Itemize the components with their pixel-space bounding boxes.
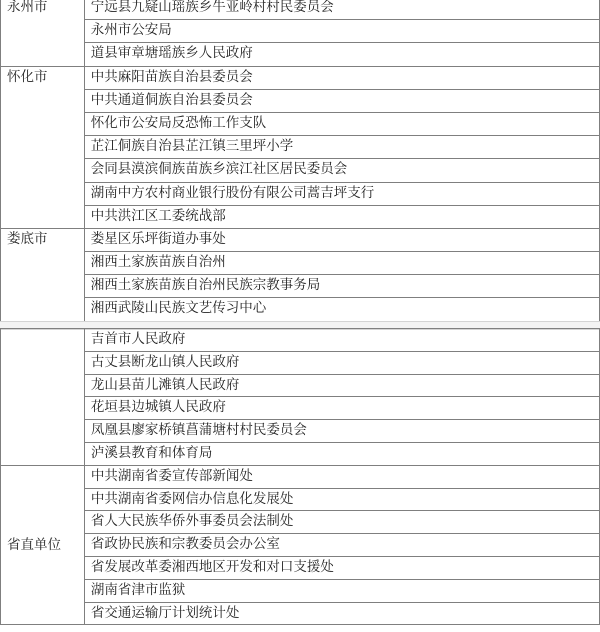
- table-row: [1, 488, 600, 511]
- unit-cell: 中共麻阳苗族自治县委员会: [84, 66, 599, 89]
- unit-cell: 娄星区乐坪街道办事处: [84, 228, 599, 251]
- table-row: [1, 579, 600, 602]
- unit-cell: 省交通运输厅计划统计处: [84, 602, 599, 625]
- unit-cell: 吉首市人民政府: [84, 329, 599, 352]
- unit-cell: 凤凰县廖家桥镇菖蒲塘村村民委员会: [84, 420, 599, 443]
- region-cell: [1, 329, 85, 466]
- table-row: [1, 329, 600, 352]
- unit-cell: 龙山县苗儿滩镇人民政府: [84, 374, 599, 397]
- unit-cell: 湘西土家族苗族自治州: [84, 252, 599, 275]
- unit-cell: 湘西土家族苗族自治州民族宗教事务局: [84, 275, 599, 298]
- table-row: [1, 534, 600, 557]
- table-row: [1, 159, 600, 182]
- table-row: [1, 420, 600, 443]
- unit-cell: 宁远县九疑山瑶族乡牛亚岭村村民委员会: [84, 0, 599, 20]
- table-row: [1, 374, 600, 397]
- unit-cell: 中共通道侗族自治县委员会: [84, 89, 599, 112]
- unit-cell: 湖南省津市监狱: [84, 579, 599, 602]
- award-table-part-2: [0, 328, 600, 625]
- table-row: [1, 0, 600, 20]
- unit-cell: 湘西武陵山民族文艺传习中心: [84, 298, 599, 321]
- unit-cell: 泸溪县教育和体育局: [84, 442, 599, 465]
- unit-cell: 中共湖南省委宣传部新闻处: [84, 465, 599, 488]
- table-row: [1, 43, 600, 66]
- unit-cell: 省政协民族和宗教委员会办公室: [84, 534, 599, 557]
- table-row: [1, 136, 600, 159]
- table-row: [1, 252, 600, 275]
- region-cell: 怀化市: [1, 66, 85, 228]
- table-row: [1, 228, 600, 251]
- table-row: [1, 89, 600, 112]
- unit-cell: 古丈县断龙山镇人民政府: [84, 351, 599, 374]
- table-row: [1, 351, 600, 374]
- table-row: [1, 275, 600, 298]
- region-cell: 省直单位: [1, 465, 85, 625]
- unit-cell: 会同县漠滨侗族苗族乡滨江社区居民委员会: [84, 159, 599, 182]
- table-row: [1, 20, 600, 43]
- table-row: [1, 182, 600, 205]
- table-row: [1, 66, 600, 89]
- table-row: [1, 298, 600, 321]
- table-row: [1, 511, 600, 534]
- table-row: [1, 112, 600, 135]
- unit-cell: 怀化市公安局反恐怖工作支队: [84, 112, 599, 135]
- unit-cell: 道县审章塘瑶族乡人民政府: [84, 43, 599, 66]
- table-row: [1, 602, 600, 625]
- region-cell: 永州市: [1, 0, 85, 66]
- unit-cell: 中共洪江区工委统战部: [84, 205, 599, 228]
- award-table-body: [1, 0, 600, 321]
- table-row: [1, 465, 600, 488]
- unit-cell: 省发展改革委湘西地区开发和对口支援处: [84, 556, 599, 579]
- award-table-body: [1, 329, 600, 625]
- table-row: [1, 397, 600, 420]
- region-cell: 娄底市: [1, 228, 85, 321]
- table-row: [1, 205, 600, 228]
- unit-cell: 省人大民族华侨外事委员会法制处: [84, 511, 599, 534]
- table-row: [1, 556, 600, 579]
- unit-cell: 芷江侗族自治县芷江镇三里坪小学: [84, 136, 599, 159]
- table-row: [1, 442, 600, 465]
- unit-cell: 永州市公安局: [84, 20, 599, 43]
- unit-cell: 湖南中方农村商业银行股份有限公司蒿吉坪支行: [84, 182, 599, 205]
- unit-cell: 中共湖南省委网信办信息化发展处: [84, 488, 599, 511]
- unit-cell: 花垣县边城镇人民政府: [84, 397, 599, 420]
